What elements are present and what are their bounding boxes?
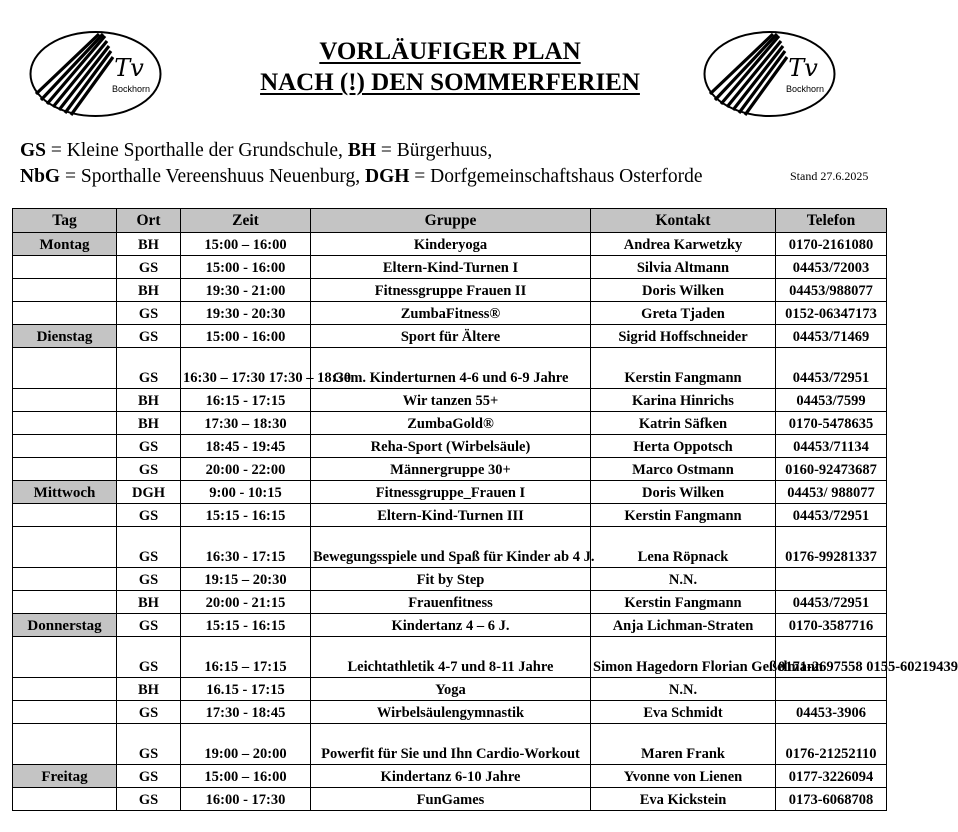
cell-telefon: 0171-2697558 0155-60219439 bbox=[776, 637, 887, 678]
cell-zeit: 15:00 – 16:00 bbox=[181, 765, 311, 788]
legend-gs-abbr: GS bbox=[20, 140, 47, 161]
cell-zeit: 15:00 - 16:00 bbox=[181, 325, 311, 348]
cell-telefon: 04453/72003 bbox=[776, 256, 887, 279]
cell-zeit: 16.15 - 17:15 bbox=[181, 678, 311, 701]
table-row bbox=[13, 568, 887, 591]
cell-zeit: 16:15 – 17:15 bbox=[181, 637, 311, 678]
table-row bbox=[13, 788, 887, 811]
cell-zeit: 16:30 – 17:30 17:30 – 18:30 bbox=[181, 348, 311, 389]
cell-tag bbox=[13, 788, 117, 811]
cell-telefon: 04453/ 988077 bbox=[776, 481, 887, 504]
legend-dgh-text: = Dorfgemeinschaftshaus Osterforde bbox=[409, 166, 703, 187]
cell-kontakt: Maren Frank bbox=[591, 724, 776, 765]
cell-tag bbox=[13, 256, 117, 279]
table-row bbox=[13, 504, 887, 527]
cell-kontakt: N.N. bbox=[591, 568, 776, 591]
cell-kontakt: Herta Oppotsch bbox=[591, 435, 776, 458]
cell-kontakt: Doris Wilken bbox=[591, 279, 776, 302]
cell-tag: Donnerstag bbox=[13, 614, 117, 637]
cell-ort: GS bbox=[117, 788, 181, 811]
cell-kontakt: Silvia Altmann bbox=[591, 256, 776, 279]
cell-kontakt: Doris Wilken bbox=[591, 481, 776, 504]
cell-gruppe: Fitnessgruppe_Frauen I bbox=[311, 481, 591, 504]
cell-telefon: 0160-92473687 bbox=[776, 458, 887, 481]
cell-telefon: 0170-2161080 bbox=[776, 233, 887, 256]
cell-ort: GS bbox=[117, 302, 181, 325]
cell-kontakt: N.N. bbox=[591, 678, 776, 701]
cell-zeit: 15:15 - 16:15 bbox=[181, 614, 311, 637]
cell-kontakt: Karina Hinrichs bbox=[591, 389, 776, 412]
table-header-row bbox=[13, 209, 887, 233]
cell-gruppe: Frauenfitness bbox=[311, 591, 591, 614]
cell-tag bbox=[13, 412, 117, 435]
cell-telefon: 0170-5478635 bbox=[776, 412, 887, 435]
page-title bbox=[190, 36, 710, 98]
table-row bbox=[13, 389, 887, 412]
cell-tag bbox=[13, 724, 117, 765]
cell-telefon: 04453/72951 bbox=[776, 348, 887, 389]
cell-telefon: 0176-21252110 bbox=[776, 724, 887, 765]
cell-gruppe: Powerfit für Sie und Ihn Cardio-Workout bbox=[311, 724, 591, 765]
cell-ort: GS bbox=[117, 325, 181, 348]
table-row bbox=[13, 765, 887, 788]
svg-text:Tv: Tv bbox=[788, 54, 818, 82]
cell-telefon: 04453-3906 bbox=[776, 701, 887, 724]
table-row bbox=[13, 279, 887, 302]
cell-ort: BH bbox=[117, 412, 181, 435]
cell-ort: DGH bbox=[117, 481, 181, 504]
cell-tag: Freitag bbox=[13, 765, 117, 788]
legend-line-2 bbox=[20, 164, 703, 190]
cell-gruppe: Männergruppe 30+ bbox=[311, 458, 591, 481]
table-row bbox=[13, 233, 887, 256]
cell-telefon: 0173-6068708 bbox=[776, 788, 887, 811]
svg-text:Bockhorn: Bockhorn bbox=[785, 84, 825, 94]
cell-kontakt: Andrea Karwetzky bbox=[591, 233, 776, 256]
tv-bockhorn-logo-right bbox=[703, 30, 836, 118]
cell-zeit: 17:30 – 18:30 bbox=[181, 412, 311, 435]
cell-tag bbox=[13, 435, 117, 458]
cell-gruppe: FunGames bbox=[311, 788, 591, 811]
legend-bh-abbr: BH bbox=[347, 140, 376, 161]
table-row bbox=[13, 435, 887, 458]
cell-gruppe: Kindertanz 6-10 Jahre bbox=[311, 765, 591, 788]
cell-kontakt: Anja Lichman-Straten bbox=[591, 614, 776, 637]
cell-tag bbox=[13, 458, 117, 481]
table-row bbox=[13, 348, 887, 389]
cell-ort: GS bbox=[117, 256, 181, 279]
table-row bbox=[13, 724, 887, 765]
cell-ort: BH bbox=[117, 233, 181, 256]
cell-zeit: 15:15 - 16:15 bbox=[181, 504, 311, 527]
cell-tag bbox=[13, 527, 117, 568]
cell-kontakt: Simon Hagedorn Florian Geßelmann bbox=[591, 637, 776, 678]
cell-tag bbox=[13, 591, 117, 614]
cell-kontakt: Sigrid Hoffschneider bbox=[591, 325, 776, 348]
cell-telefon: 04453/72951 bbox=[776, 504, 887, 527]
legend-dgh-abbr: DGH bbox=[365, 166, 410, 187]
cell-telefon: 04453/71469 bbox=[776, 325, 887, 348]
stand-date: Stand 27.6.2025 bbox=[790, 169, 869, 183]
cell-zeit: 17:30 - 18:45 bbox=[181, 701, 311, 724]
legend-bh-text: = Bürgerhuus, bbox=[376, 140, 493, 161]
title-line-2: NACH (!) DEN SOMMERFERIEN bbox=[260, 69, 640, 96]
title-line-1: VORLÄUFIGER PLAN bbox=[319, 38, 581, 65]
cell-gruppe: Fitnessgruppe Frauen II bbox=[311, 279, 591, 302]
cell-zeit: 18:45 - 19:45 bbox=[181, 435, 311, 458]
cell-kontakt: Kerstin Fangmann bbox=[591, 504, 776, 527]
cell-gruppe: Fit by Step bbox=[311, 568, 591, 591]
cell-gruppe: Reha-Sport (Wirbelsäule) bbox=[311, 435, 591, 458]
cell-gruppe: Yoga bbox=[311, 678, 591, 701]
legend-gs-text: = Kleine Sporthalle der Grundschule, bbox=[46, 140, 348, 161]
cell-kontakt: Marco Ostmann bbox=[591, 458, 776, 481]
cell-zeit: 9:00 - 10:15 bbox=[181, 481, 311, 504]
cell-ort: GS bbox=[117, 458, 181, 481]
cell-telefon: 0177-3226094 bbox=[776, 765, 887, 788]
cell-ort: GS bbox=[117, 765, 181, 788]
cell-zeit: 20:00 - 21:15 bbox=[181, 591, 311, 614]
cell-tag bbox=[13, 389, 117, 412]
cell-gruppe: Wirbelsäulengymnastik bbox=[311, 701, 591, 724]
cell-zeit: 16:30 - 17:15 bbox=[181, 527, 311, 568]
table-row bbox=[13, 678, 887, 701]
tv-bockhorn-logo-left bbox=[29, 30, 162, 118]
cell-tag bbox=[13, 302, 117, 325]
cell-ort: BH bbox=[117, 389, 181, 412]
table-row bbox=[13, 591, 887, 614]
table-row bbox=[13, 302, 887, 325]
cell-telefon: 0170-3587716 bbox=[776, 614, 887, 637]
cell-gruppe: Bewegungsspiele und Spaß für Kinder ab 4 J. bbox=[311, 527, 591, 568]
cell-tag bbox=[13, 568, 117, 591]
cell-zeit: 19:15 – 20:30 bbox=[181, 568, 311, 591]
cell-telefon: 04453/71134 bbox=[776, 435, 887, 458]
cell-ort: GS bbox=[117, 724, 181, 765]
cell-gruppe: ZumbaGold® bbox=[311, 412, 591, 435]
cell-tag bbox=[13, 279, 117, 302]
cell-ort: BH bbox=[117, 279, 181, 302]
schedule-table bbox=[12, 208, 958, 811]
cell-gruppe: Wir tanzen 55+ bbox=[311, 389, 591, 412]
cell-kontakt: Lena Röpnack bbox=[591, 527, 776, 568]
cell-zeit: 20:00 - 22:00 bbox=[181, 458, 311, 481]
cell-kontakt: Yvonne von Lienen bbox=[591, 765, 776, 788]
cell-gruppe: Sport für Ältere bbox=[311, 325, 591, 348]
cell-gruppe: Gem. Kinderturnen 4-6 und 6-9 Jahre bbox=[311, 348, 591, 389]
cell-zeit: 15:00 – 16:00 bbox=[181, 233, 311, 256]
cell-tag bbox=[13, 701, 117, 724]
cell-kontakt: Eva Schmidt bbox=[591, 701, 776, 724]
svg-text:Bockhorn: Bockhorn bbox=[111, 84, 151, 94]
cell-telefon bbox=[776, 568, 887, 591]
table-row bbox=[13, 614, 887, 637]
cell-telefon: 0152-06347173 bbox=[776, 302, 887, 325]
cell-kontakt: Kerstin Fangmann bbox=[591, 348, 776, 389]
table-row bbox=[13, 325, 887, 348]
cell-kontakt: Kerstin Fangmann bbox=[591, 591, 776, 614]
header-zeit: Zeit bbox=[181, 209, 311, 233]
cell-gruppe: Kinderyoga bbox=[311, 233, 591, 256]
table-row bbox=[13, 527, 887, 568]
cell-kontakt: Greta Tjaden bbox=[591, 302, 776, 325]
cell-tag: Montag bbox=[13, 233, 117, 256]
cell-zeit: 16:00 - 17:30 bbox=[181, 788, 311, 811]
cell-zeit: 19:00 – 20:00 bbox=[181, 724, 311, 765]
cell-telefon: 04453/72951 bbox=[776, 591, 887, 614]
cell-tag bbox=[13, 637, 117, 678]
cell-gruppe: ZumbaFitness® bbox=[311, 302, 591, 325]
table-row bbox=[13, 701, 887, 724]
cell-tag: Mittwoch bbox=[13, 481, 117, 504]
cell-tag: Dienstag bbox=[13, 325, 117, 348]
header-kontakt: Kontakt bbox=[591, 209, 776, 233]
header-gruppe: Gruppe bbox=[311, 209, 591, 233]
cell-ort: GS bbox=[117, 568, 181, 591]
cell-zeit: 19:30 - 20:30 bbox=[181, 302, 311, 325]
cell-ort: BH bbox=[117, 678, 181, 701]
cell-zeit: 15:00 - 16:00 bbox=[181, 256, 311, 279]
header-ort: Ort bbox=[117, 209, 181, 233]
cell-zeit: 16:15 - 17:15 bbox=[181, 389, 311, 412]
cell-ort: GS bbox=[117, 435, 181, 458]
header-tag: Tag bbox=[13, 209, 117, 233]
cell-gruppe: Kindertanz 4 – 6 J. bbox=[311, 614, 591, 637]
cell-ort: GS bbox=[117, 527, 181, 568]
table-row bbox=[13, 412, 887, 435]
cell-ort: BH bbox=[117, 591, 181, 614]
svg-text:Tv: Tv bbox=[114, 54, 144, 82]
cell-kontakt: Katrin Säfken bbox=[591, 412, 776, 435]
cell-kontakt: Eva Kickstein bbox=[591, 788, 776, 811]
cell-ort: GS bbox=[117, 614, 181, 637]
table-row bbox=[13, 637, 887, 678]
legend-line-1 bbox=[20, 138, 703, 164]
cell-telefon: 04453/988077 bbox=[776, 279, 887, 302]
cell-ort: GS bbox=[117, 504, 181, 527]
location-legend bbox=[20, 138, 703, 190]
table-row bbox=[13, 256, 887, 279]
cell-gruppe: Leichtathletik 4-7 und 8-11 Jahre bbox=[311, 637, 591, 678]
legend-nbg-text: = Sporthalle Vereenshuus Neuenburg, bbox=[60, 166, 365, 187]
cell-telefon: 0176-99281337 bbox=[776, 527, 887, 568]
cell-ort: GS bbox=[117, 701, 181, 724]
header-telefon: Telefon bbox=[776, 209, 887, 233]
cell-tag bbox=[13, 504, 117, 527]
cell-tag bbox=[13, 678, 117, 701]
cell-telefon: 04453/7599 bbox=[776, 389, 887, 412]
cell-ort: GS bbox=[117, 637, 181, 678]
cell-gruppe: Eltern-Kind-Turnen I bbox=[311, 256, 591, 279]
cell-zeit: 19:30 - 21:00 bbox=[181, 279, 311, 302]
cell-ort: GS bbox=[117, 348, 181, 389]
table-row bbox=[13, 481, 887, 504]
cell-telefon bbox=[776, 678, 887, 701]
table-row bbox=[13, 458, 887, 481]
cell-gruppe: Eltern-Kind-Turnen III bbox=[311, 504, 591, 527]
legend-nbg-abbr: NbG bbox=[20, 166, 61, 187]
cell-tag bbox=[13, 348, 117, 389]
